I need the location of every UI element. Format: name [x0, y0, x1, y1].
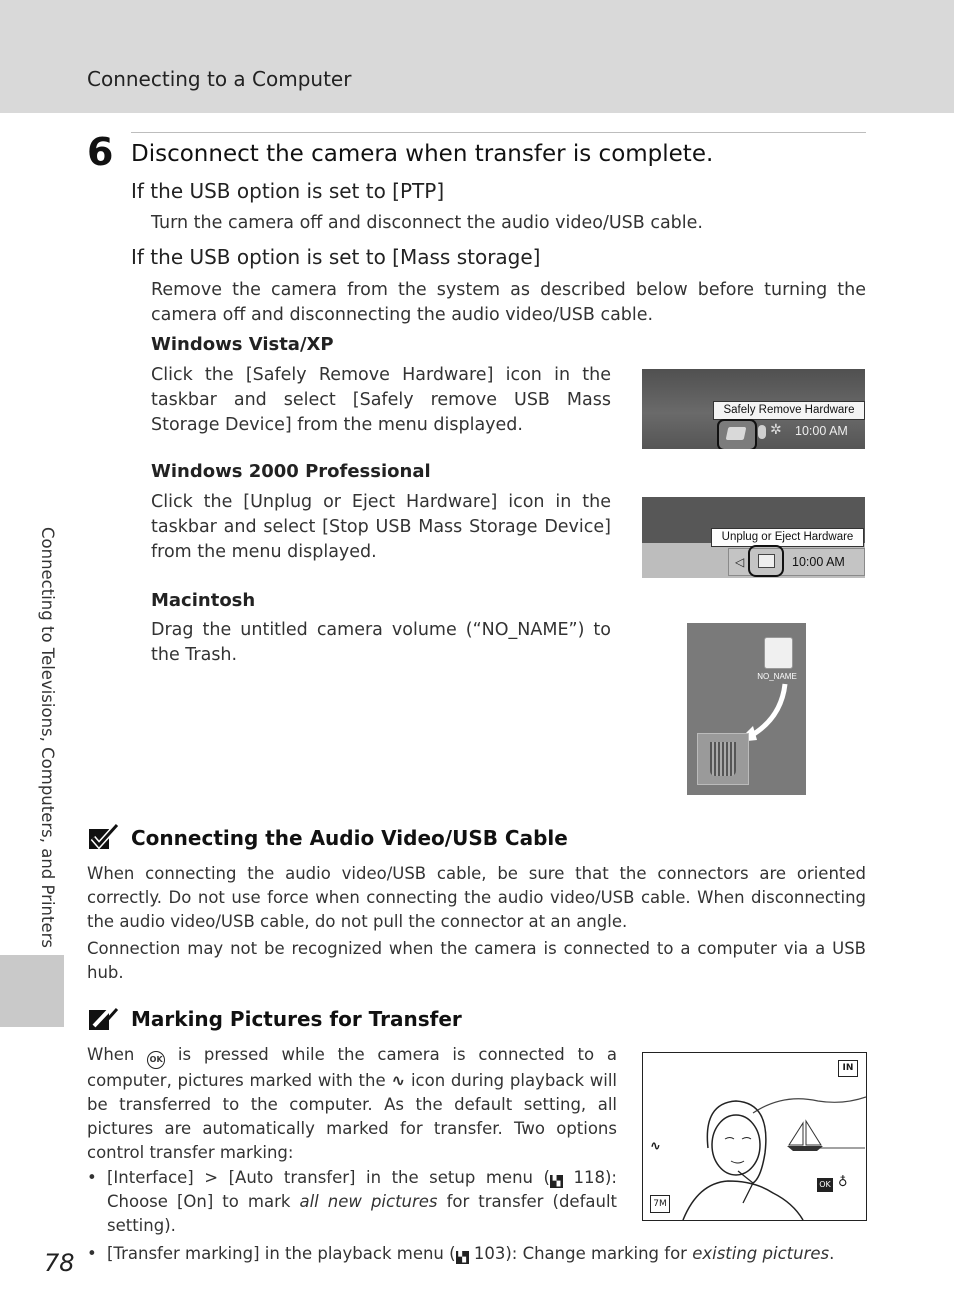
speaker-icon [758, 425, 766, 439]
mac-text: Drag the untitled camera volume (“NO_NAME”) to the Trash. [151, 620, 611, 665]
page-number: 78 [44, 1249, 75, 1277]
drive-icon[interactable] [764, 637, 793, 669]
microphone-icon: ♁ [838, 1175, 848, 1190]
vista-tooltip: Safely Remove Hardware [713, 401, 865, 420]
unplug-eject-icon[interactable] [748, 545, 784, 577]
text-pressed: is pressed while the camera is connected to a computer, pictures marked with the [87, 1045, 617, 1090]
vista-text: Click the [Safely Remove Hardware] icon in the taskbar and select [Safely remove USB Mass Storage Device] from the menu displayed. [151, 365, 611, 435]
transfer-mark-icon: ∿ [650, 1139, 661, 1154]
ptp-text: Turn the camera off and disconnect the audio video/USB cable. [151, 213, 703, 233]
mac-desktop-screenshot [687, 623, 806, 795]
bullet-transfer-marking [107, 1242, 867, 1266]
camera-lcd-illustration [642, 1052, 867, 1221]
w2k-clock: 10:00 AM [792, 555, 845, 569]
speaker-icon: ◁ [735, 555, 745, 569]
safely-remove-hardware-icon[interactable] [717, 419, 757, 449]
bullet1-tail: for transfer (default setting). [107, 1192, 617, 1235]
cable-note-heading: Connecting the Audio Video/USB Cable [131, 826, 568, 850]
bullet-auto-transfer [107, 1166, 617, 1238]
trash-icon[interactable] [697, 733, 749, 785]
playback-picture [643, 1053, 866, 1220]
bullet1-emphasis: all new pictures [299, 1192, 438, 1211]
mac-heading: Macintosh [151, 590, 256, 611]
ptp-heading: If the USB option is set to [PTP] [131, 179, 445, 203]
w2k-heading: Windows 2000 Professional [151, 461, 431, 482]
cable-note-para2: Connection may not be recognized when the camera is connected to a computer via a USB hub. [87, 939, 866, 982]
text-when: When [87, 1045, 135, 1064]
bullet2-text: [Transfer marking] in the playback menu ( [107, 1244, 456, 1263]
book-reference-icon: ▚ [456, 1251, 469, 1264]
bullet-dot: • [87, 1244, 97, 1263]
volume-label: NO_NAME [757, 672, 797, 681]
cable-note-para1: When connecting the audio video/USB cable, be sure that the connectors are oriented correctly. Do not use force when connecting the audio video/USB cable. When disconnecting the audio video/USB cable, do not pull the connector at an angle. [87, 864, 866, 931]
section-rule [131, 132, 866, 133]
bullet2-tail: . [829, 1244, 835, 1263]
header-band [0, 0, 954, 113]
vista-taskbar-screenshot [642, 369, 865, 449]
chapter-side-label: Connecting to Televisions, Computers, and Printers [38, 527, 57, 949]
ok-status-icon: OK [817, 1178, 833, 1192]
transfer-mark-icon: ∿ [391, 1071, 406, 1090]
section-title: Connecting to a Computer [87, 67, 352, 91]
mass-storage-heading: If the USB option is set to [Mass storage] [131, 245, 541, 269]
bullet-dot: • [87, 1168, 97, 1187]
chapter-tab [0, 955, 64, 1027]
bullet2-ref: 103): Change marking for [473, 1244, 687, 1263]
bullet1-ref: 118): Choose [On] to mark [107, 1168, 617, 1211]
marking-paragraph [87, 1043, 617, 1165]
ok-button-icon: OK [147, 1051, 165, 1069]
w2k-text: Click the [Unplug or Eject Hardware] icon in the taskbar and select [Stop USB Mass Storage Device] from the menu displayed. [151, 492, 611, 562]
internal-memory-icon: IN [838, 1060, 858, 1077]
book-reference-icon: ▚ [550, 1175, 563, 1188]
w2k-tooltip: Unplug or Eject Hardware [711, 528, 864, 547]
network-icon: ✲ [770, 422, 782, 438]
mass-storage-text: Remove the camera from the system as described below before turning the camera off and disconnecting the audio video/USB cable. [151, 280, 866, 325]
bullet1-text: [Interface] > [Auto transfer] in the setup menu ( [107, 1168, 550, 1187]
bullet2-emphasis: existing pictures [692, 1244, 830, 1263]
w2k-taskbar-screenshot [642, 497, 865, 578]
check-note-icon [88, 823, 119, 851]
marking-note-heading: Marking Pictures for Transfer [131, 1007, 462, 1031]
image-size-icon: 7M [650, 1195, 670, 1213]
vista-clock: 10:00 AM [795, 424, 848, 438]
pencil-note-icon [88, 1004, 119, 1032]
step-number: 6 [87, 130, 114, 174]
vista-heading: Windows Vista/XP [151, 334, 334, 355]
text-icon-during: icon during playback will be transferred to the computer. As the default setting, all pictures are automatically marked for transfer. Two options control transfer marking: [87, 1071, 618, 1162]
step-title: Disconnect the camera when transfer is complete. [131, 141, 714, 167]
